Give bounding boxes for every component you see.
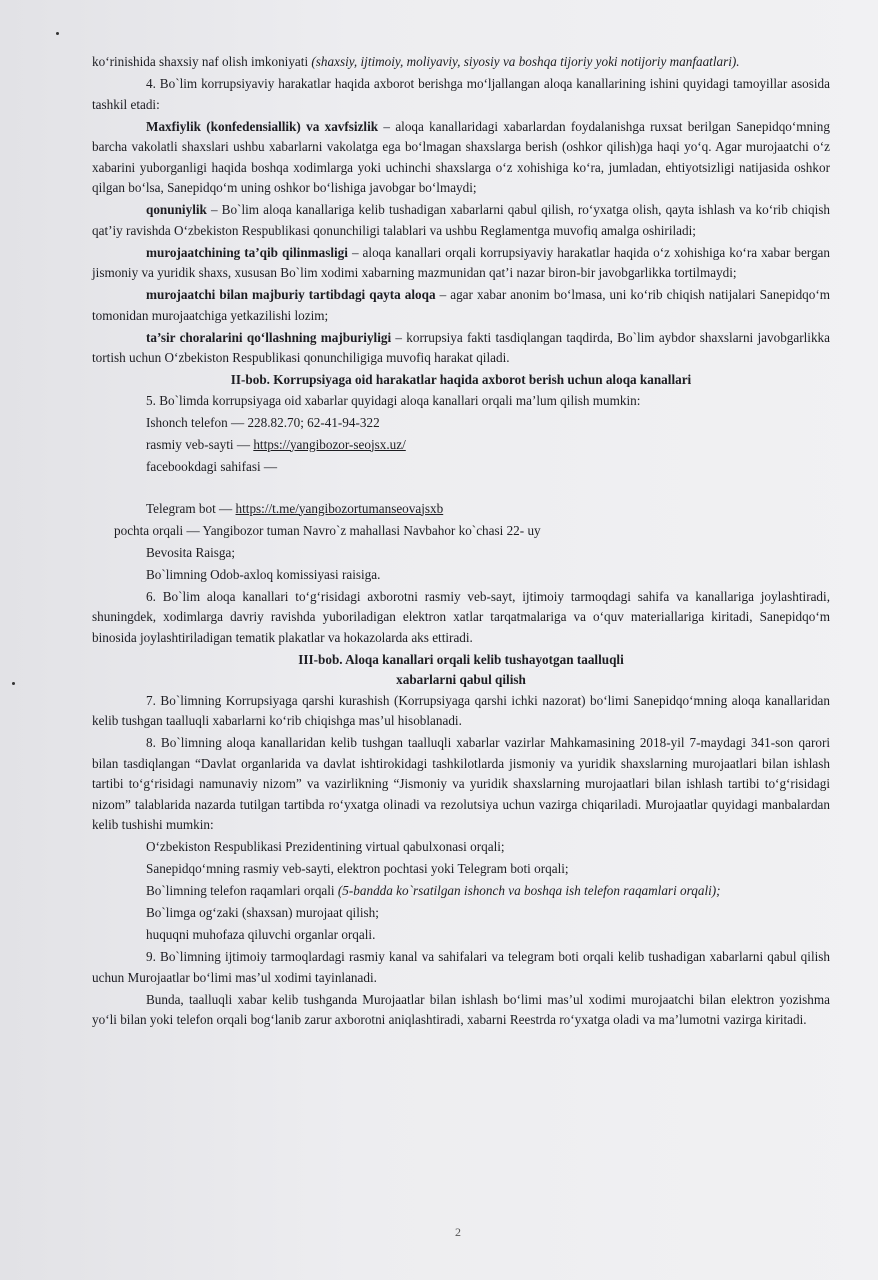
principle-feedback: murojaatchi bilan majburiy tartibdagi qayta aloqa – agar xabar anonim bo‘lmasa, uni ko‘rib chiqish natijalari Sanepidqo‘m tomonidan murojaatchiga yetkazilishi lozim;	[92, 287, 831, 323]
source-2: Sanepidqo‘mning rasmiy veb-sayti, elektron pochtasi yoki Telegram boti orqali;	[146, 861, 569, 876]
paragraph-10: Bunda, taalluqli xabar kelib tushganda Murojaatlar bilan ishlash bo‘limi mas’ul xodimi murojaatchi bilan elektron yozishma yo‘li bilan yoki telefon orqali bog‘lanib zarur axborotni aniqlashtiradi, xabarni Reestrda ro‘yxatga oladi va ma’lumotni vazirga kiritadi.	[92, 991, 830, 1027]
paragraph-5: 5. Bo`limda korrupsiyaga oid xabarlar quyidagi aloqa kanallari orqali ma’lum qilish mumkin:	[146, 392, 641, 408]
website-line: rasmiy veb-sayti — https://yangibozor-seojsx.uz/	[146, 436, 406, 452]
website-link[interactable]: https://yangibozor-seojsx.uz/	[253, 436, 406, 452]
paragraph-9: 9. Bo`limning ijtimoiy tarmoqlardagi rasmiy kanal va sahifalari va telegram boti orqali kelib tushadigan xabarlarni qabul qilish uchun Murojaatlar bo‘limi mas’ul xodimi tayinlanadi.	[92, 949, 830, 985]
post-address: pochta orqali — Yangibozor tuman Navro`z mahallasi Navbahor ko`chasi 22- uy	[114, 522, 541, 538]
source-3: Bo`limning telefon raqamlari orqali (5-bandda ko`rsatilgan ishonch va boshqa ish telefon raqamlari orqali);	[146, 883, 721, 898]
source-1: O‘zbekiston Respublikasi Prezidentining virtual qabulxonasi orqali;	[146, 839, 505, 854]
source-4: Bo`limga og‘zaki (shaxsan) murojaat qilish;	[146, 905, 379, 920]
telegram-line: Telegram bot — https://t.me/yangibozortumanseovajsxb	[146, 500, 444, 516]
ethics-line: Bo`limning Odob-axloq komissiyasi raisiga.	[146, 566, 381, 582]
paragraph-8: 8. Bo`limning aloqa kanallaridan kelib tushgan taalluqli xabarlar vazirlar Mahkamasining 2018-yil 7-maydagi 341-son qarori bilan tasdiqlangan “Davlat organlarida va davlat ishtirokidagi tashkilotlarda jismoniy va yuridik shaxslarning murojaatlari bilan ishlash tartibi to‘g‘risidagi namunaviy nizom” va vazirlikning “Jismoniy va yuridik shaxslarning murojaatlari bilan ishlash tartibi to‘g‘risidagi nizom” talablarida nazarda tutilgan tartibda ro‘yxatga olinadi va rezolutsiya uchun vazirga chiqariladi. Murojaatlar quyidagi manbalardan kelib tushishi mumkin:	[92, 735, 830, 832]
principle-effectiveness: ta’sir choralarini qo‘llashning majburiyligi – korrupsiya fakti tasdiqlangan taqdirda, Bo`lim aybdor shaxslarni javobgarlikka tortish uchun O‘zbekiston Respublikasi qonunchiligiga muvofiq harakat qiladi.	[92, 329, 830, 365]
page-number: 2	[455, 1225, 461, 1239]
principle-legality: qonuniylik – Bo`lim aloqa kanallariga kelib tushadigan xabarlarni qabul qilish, ro‘yxatga olish, qayta ishlash va ko‘rib chiqish qat’iy ravishda O‘zbekiston Respublikasi qonunchiligi talablari va ushbu Reglamentga muvofiq amalga oshiriladi;	[92, 202, 830, 238]
chapter-3-heading-line2: xabarlarni qabul qilish	[396, 672, 526, 687]
paragraph-6: 6. Bo`lim aloqa kanallari to‘g‘risidagi axborotni rasmiy veb-sayt, ijtimoiy tarmoqdagi sahifa va kanallariga joylashtiradi, shuningdek, xodimlarga davriy ravishda yuboriladigan elektron xatlar tarqatmalariga va o‘quv materiallariga kiritadi, Sanepidqo‘m binosida joylashtiriladigan tematik plakatlar va hokazolarda aks ettiradi.	[92, 588, 830, 645]
principle-non-persecution: murojaatchining ta’qib qilinmasligi – aloqa kanallari orqali korrupsiyaviy harakatlar haqida o‘z xohishiga ko‘ra xabar bergan jismoniy va yuridik shaxs, xususan Bo`lim xodimi xabarning mazmunidan qat’i nazar biron-bir javobgarlikka tortilmaydi;	[92, 244, 830, 280]
chair-line: Bevosita Raisga;	[146, 544, 236, 560]
principle-confidentiality: Maxfiylik (konfedensiallik) va xavfsizlik – aloqa kanallaridagi xabarlardan foydalanishga ruxsat berilgan Sanepidqo‘mning barcha vakolatli shaxslari ushbu xabarlarni vakolatga ega bo‘lmagan shaxslarga berish (oshkor qilish)ga haqi yo‘q. Agar murojaatchi o‘z xabarini yuborganligi haqida boshqa xodimlarga yoki uchinchi shaxslarga o‘z xohishiga ko‘ra, jumladan, ehtiyotsizligi natijasida oshkor qilgan bo‘lsa, Sanepidqo‘m uning oshkor bo‘lishiga javobgar bo‘lmaydi;	[92, 118, 830, 195]
paragraph-7: 7. Bo`limning Korrupsiyaga qarshi kurashish (Korrupsiyaga qarshi ichki nazorat) bo‘limi Sanepidqo‘mning aloqa kanallaridan kelib tushgan taalluqli xabarlarni ko‘rib chiqishga mas’ul hisoblanadi.	[92, 692, 830, 728]
source-5: huquqni muhofaza qiluvchi organlar orqali.	[146, 927, 376, 942]
paragraph-continuation: ko‘rinishida shaxsiy naf olish imkoniyati (shaxsiy, ijtimoiy, moliyaviy, siyosiy va boshqa tijoriy yoki notijoriy manfaatlari).	[92, 54, 740, 69]
paper-speck	[12, 682, 15, 685]
paragraph-4: 4. Bo`lim korrupsiyaviy harakatlar haqida axborot berishga mo‘ljallangan aloqa kanallarining ishini quyidagi tamoyillar asosida tashkil etadi:	[92, 76, 830, 112]
chapter-3-heading-line1: III-bob. Aloqa kanallari orqali kelib tushayotgan taalluqli	[298, 651, 624, 667]
facebook-line: facebookdagi sahifasi —	[146, 458, 278, 474]
hotline-phone: Ishonch telefon — 228.82.70; 62-41-94-322	[146, 414, 380, 430]
chapter-2-heading: II-bob. Korrupsiyaga oid harakatlar haqida axborot berish uchun aloqa kanallari	[230, 372, 692, 387]
paper-speck	[56, 32, 59, 35]
telegram-link[interactable]: https://t.me/yangibozortumanseovajsxb	[235, 500, 444, 516]
